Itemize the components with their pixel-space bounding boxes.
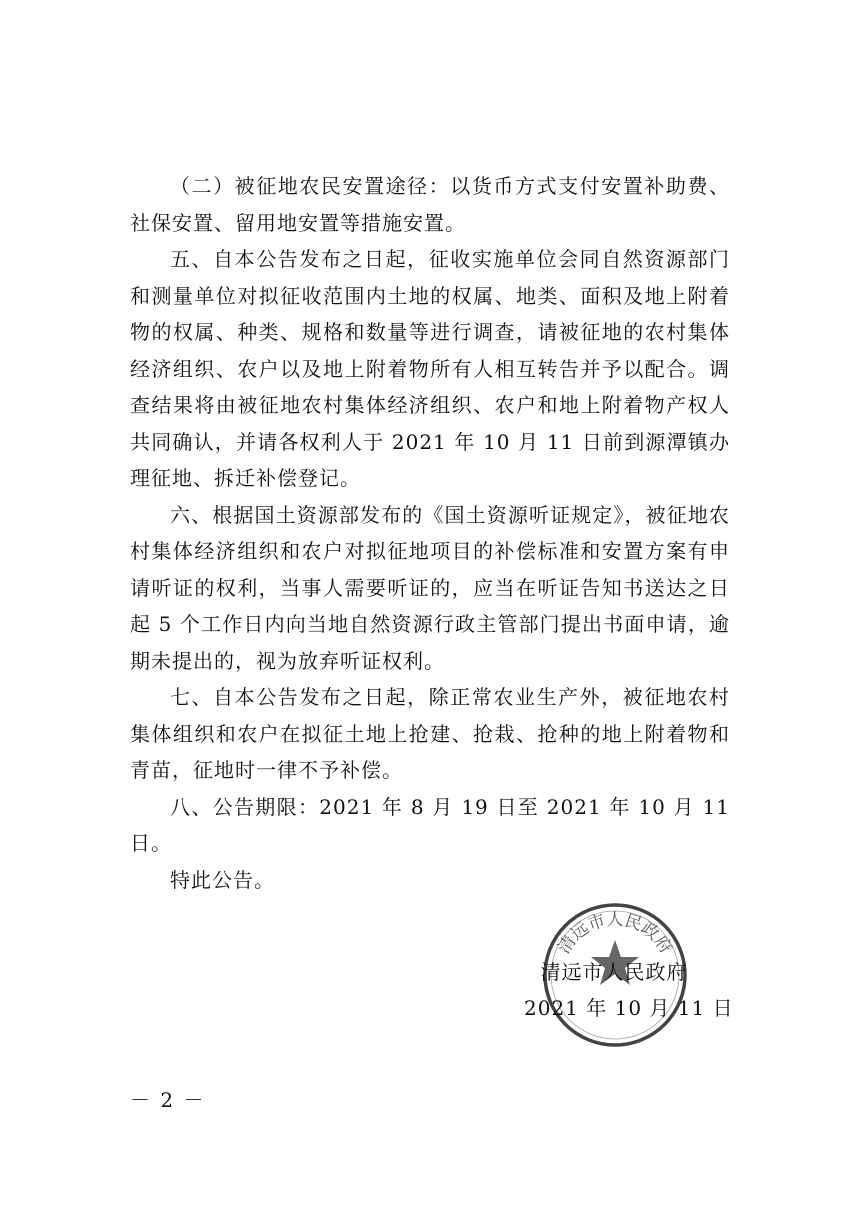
- paragraph-item-5: 五、自本公告发布之日起，征收实施单位会同自然资源部门和测量单位对拟征收范围内土地的权属、地类、面积及地上附着物的权属、种类、规格和数量等进行调查，请被征地的农村集体经济组织、农户以及地上附着物所有人相互转告并予以配合。调查结果将由被征地农村集体经济组织、农户和地上附着物产权人共同确认，并请各权利人于 2021 年 10 月 11 日前到源潭镇办理征地、拆迁补偿登记。: [130, 247, 730, 490]
- issuer-name: 清远市人民政府: [540, 960, 688, 984]
- issue-date: 2021 年 10 月 11 日: [524, 996, 734, 1020]
- paragraph-resettlement-ways: （二）被征地农民安置途径：以货币方式支付安置补助费、社保安置、留用地安置等措施安置。: [130, 174, 730, 235]
- paragraph-item-7: 七、自本公告发布之日起，除正常农业生产外，被征地农村集体组织和农户在拟征土地上抢建、抢栽、抢种的地上附着物和青苗，征地时一律不予补偿。: [130, 685, 730, 782]
- announcement-body: [130, 168, 730, 898]
- page-number: － 2 －: [130, 1088, 206, 1112]
- paragraph-item-6: 六、根据国土资源部发布的《国土资源听证规定》，被征地农村集体经济组织和农户对拟征地项目的补偿标准和安置方案有申请听证的权利，当事人需要听证的，应当在听证告知书送达之日起 5 个工作日内向当地自然资源行政主管部门提出书面申请，逾期未提出的，视为放弃听证权利。: [130, 502, 730, 673]
- paragraph-item-8: 八、公告期限：2021 年 8 月 19 日至 2021 年 10 月 11 日。: [130, 794, 730, 855]
- paragraph-closing: 特此公告。: [170, 867, 275, 892]
- seal-text: 清远市人民政府: [554, 910, 676, 958]
- signature-block: [524, 954, 734, 1026]
